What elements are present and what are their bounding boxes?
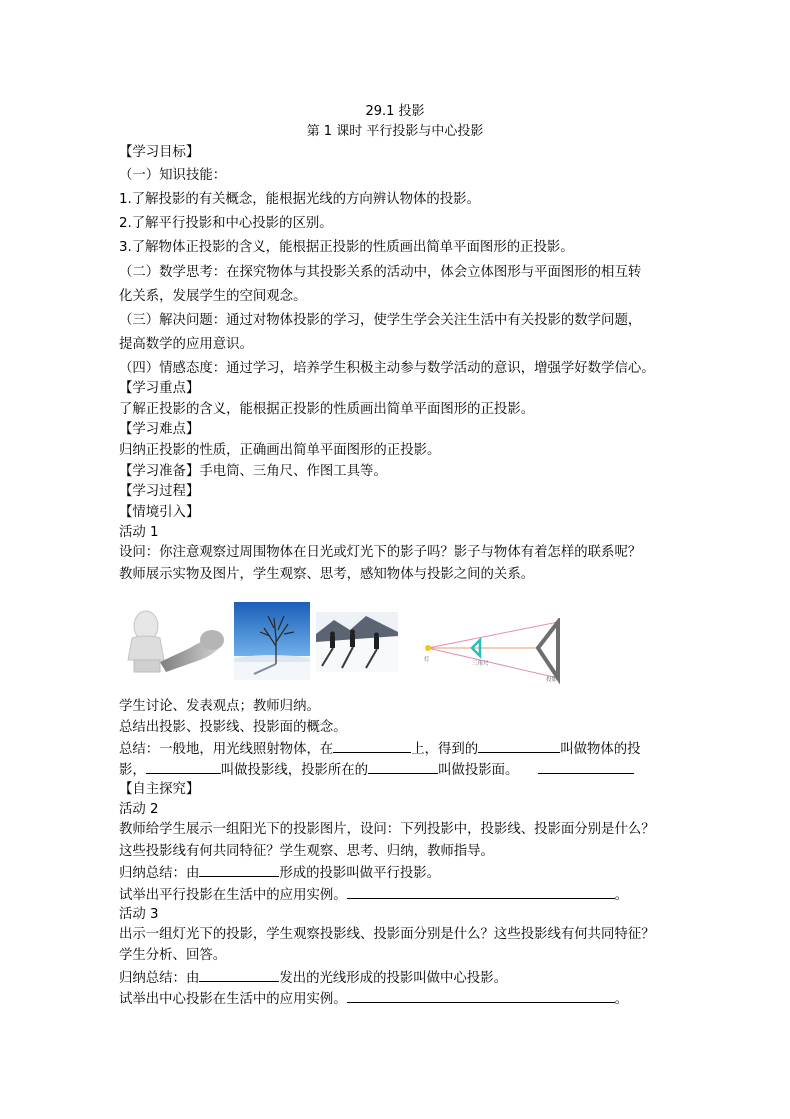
activity-2-label: 活动 2 (119, 802, 159, 817)
summary-text: 叫做投影线，投影所在的 (220, 763, 369, 778)
activity-2-line-2: 这些投影线有何共同特征？学生观察、思考、归纳，教师指导。 (119, 844, 494, 859)
summary-text: 。 (614, 992, 629, 1007)
summary-text: 。 (614, 888, 629, 903)
ruler-label: 三角尺 (472, 661, 489, 667)
summary-text: 形成的投影叫做平行投影。 (279, 866, 441, 881)
summary-text: 归纳总结：由 (119, 971, 200, 986)
blank-projection-plane[interactable] (368, 759, 438, 774)
activity-3-example (119, 988, 628, 1010)
skiers-image (316, 612, 398, 672)
central-projection-diagram (420, 618, 566, 684)
attitude-line: （四）情感态度：通过学习，培养学生积极主动参与数学活动的意识，增强学好数学信心。 (119, 361, 655, 376)
lesson-subtitle: 第 1 课时 平行投影与中心投影 (306, 124, 484, 139)
activity-2-line-1: 教师给学生展示一组阳光下的投影图片，设问：下列投影中，投影线、投影面分别是什么？ (119, 822, 655, 837)
activity-2-example (119, 884, 628, 906)
summary-text: 发出的光线形成的投影叫做中心投影。 (279, 971, 507, 986)
difficulty-text: 归纳正投影的性质，正确画出简单平面图形的正投影。 (119, 443, 441, 458)
focus-heading: 【学习重点】 (119, 381, 200, 396)
snow-tree-image (234, 602, 310, 680)
objective-3: 3.了解物体正投影的含义，能根据正投影的性质画出简单平面图形的正投影。 (119, 240, 574, 255)
summary-text: 试举出平行投影在生活中的应用实例。 (119, 888, 347, 903)
blank-parallel-example[interactable] (347, 884, 615, 899)
summary-text: 上，得到的 (411, 742, 479, 757)
problem-solving-line-2: 提高数学的应用意识。 (119, 337, 253, 352)
blank-central-example[interactable] (347, 988, 615, 1003)
blank-shadow[interactable] (478, 738, 560, 753)
blank-extra[interactable] (538, 759, 634, 774)
focus-text: 了解正投影的含义，能根据正投影的性质画出简单平面图形的正投影。 (119, 402, 535, 417)
difficulty-heading: 【学习难点】 (119, 422, 200, 437)
summary-text: 叫做物体的投 (560, 742, 641, 757)
shadow-triangle-icon (538, 622, 558, 678)
objective-1: 1.了解投影的有关概念，能根据光线的方向辨认物体的投影。 (119, 192, 480, 207)
summary-text: 叫做投影面。 (438, 763, 519, 778)
activity-3-summary (119, 967, 507, 989)
statue-shadow-image (120, 604, 228, 678)
intro-heading: 【情境引入】 (119, 505, 200, 520)
activity-3-line-2: 学生分析、回答。 (119, 948, 227, 963)
knowledge-heading: （一）知识技能： (119, 168, 227, 183)
summary-text: 影， (119, 763, 146, 778)
activity-1-question: 设问：你注意观察过周围物体在日光或灯光下的影子吗？影子与物体有着怎样的联系呢？ (119, 545, 642, 560)
explore-heading: 【自主探究】 (119, 782, 200, 797)
preparation-line: 【学习准备】手电筒、三角尺、作图工具等。 (119, 464, 387, 479)
summary-text: 试举出中心投影在生活中的应用实例。 (119, 992, 347, 1007)
summary-line-1 (119, 738, 641, 760)
activity-1-description: 教师展示实物及图片，学生观察、思考，感知物体与投影之间的关系。 (119, 567, 535, 582)
activity-2-summary (119, 862, 440, 884)
activity-3-line-1: 出示一组灯光下的投影，学生观察投影线、投影面分别是什么？这些投影线有何共同特征？ (119, 927, 655, 942)
summary-text: 归纳总结：由 (119, 866, 200, 881)
process-heading: 【学习过程】 (119, 484, 200, 499)
problem-solving-line-1: （三）解决问题：通过对物体投影的学习，使学生学会关注生活中有关投影的数学问题， (119, 313, 642, 328)
lamp-icon (425, 645, 431, 651)
activity-1-label: 活动 1 (119, 525, 159, 540)
blank-surface[interactable] (333, 738, 411, 753)
summary-line-2 (119, 759, 634, 781)
objective-2: 2.了解平行投影和中心投影的区别。 (119, 216, 333, 231)
discussion-line-2: 总结出投影、投影线、投影面的概念。 (119, 720, 347, 735)
math-thinking-line-2: 化关系，发展学生的空间观念。 (119, 289, 307, 304)
math-thinking-line-1: （二）数学思考：在探究物体与其投影关系的活动中，体会立体图形与平面图形的相互转 (119, 265, 642, 280)
lamp-label: 灯 (424, 657, 430, 663)
objectives-heading: 【学习目标】 (119, 145, 200, 160)
blank-parallel-source[interactable] (199, 862, 279, 877)
blank-projection-line[interactable] (146, 759, 221, 774)
activity-3-label: 活动 3 (119, 907, 159, 922)
lesson-title: 29.1 投影 (365, 104, 425, 119)
discussion-line-1: 学生讨论、发表观点；教师归纳。 (119, 699, 320, 714)
summary-text: 总结：一般地，用光线照射物体，在 (119, 742, 334, 757)
shadow-label: 投影 (546, 677, 558, 683)
blank-central-source[interactable] (199, 967, 279, 982)
